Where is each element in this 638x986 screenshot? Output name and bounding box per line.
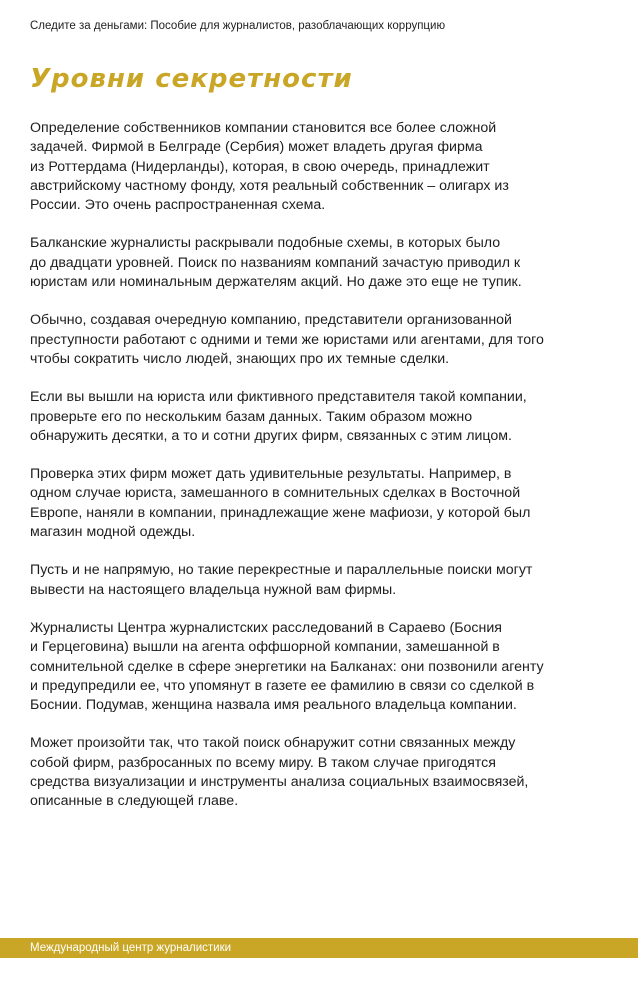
paragraph — [30, 561, 610, 600]
text-line: и предупредили ее, что упомянут в газете ее фамилию в связи со сделкой в — [30, 677, 535, 694]
text-line: сомнительной сделке в сфере энергетики на Балканах: они позвонили агенту — [30, 658, 544, 675]
text-line: Обычно, создавая очередную компанию, представители организованной — [30, 312, 512, 329]
text-line: задачей. Фирмой в Белграде (Сербия) может владеть другая фирма — [30, 139, 483, 156]
text-line: Балканские журналисты раскрывали подобные схемы, в которых было — [30, 235, 501, 252]
text-line: собой фирм, разбросанных по всему миру. В таком случае пригодятся — [30, 754, 496, 771]
text-line: описанные в следующей главе. — [30, 793, 239, 810]
text-line: Европе, наняли в компании, принадлежащие жене мафиози, у которой был — [30, 504, 531, 521]
text-line: Проверка этих фирм может дать удивительные результаты. Например, в — [30, 466, 512, 483]
text-line: чтобы сократить число людей, знающих про их темные сделки. — [30, 350, 450, 367]
body-content — [30, 119, 610, 831]
text-line: Журналисты Центра журналистских расследований в Сараево (Босния — [30, 619, 502, 636]
text-line: преступности работают с одними и теми же юристами или агентами, для того — [30, 331, 544, 348]
text-line: Боснии. Подумав, женщина назвала имя реального владельца компании. — [30, 697, 517, 714]
text-line: юристам или номинальным держателям акций. Но даже это еще не тупик. — [30, 274, 522, 291]
paragraph — [30, 619, 610, 715]
text-line: австрийскому частному фонду, хотя реальный собственник – олигарх из — [30, 177, 509, 194]
paragraph — [30, 734, 610, 811]
paragraph — [30, 311, 610, 369]
text-line: Определение собственников компании становится все более сложной — [30, 120, 497, 136]
text-line: одном случае юриста, замешанного в сомнительных сделках в Восточной — [30, 485, 521, 502]
text-line: Пусть и не напрямую, но такие перекрестные и параллельные поиски могут — [30, 562, 533, 579]
text-line: до двадцати уровней. Поиск по названиям компаний зачастую приводил к — [30, 254, 521, 271]
text-line: России. Это очень распространенная схема. — [30, 197, 326, 214]
text-line: средства визуализации и инструменты анализа социальных взаимосвязей, — [30, 774, 529, 791]
footer-text: Международный центр журналистики — [30, 942, 232, 954]
text-line: магазин модной одежды. — [30, 524, 196, 541]
running-header: Следите за деньгами: Пособие для журналистов, разоблачающих коррупцию — [30, 20, 446, 32]
text-line: обнаружить десятки, а то и сотни других фирм, связанных с этим лицом. — [30, 427, 512, 444]
text-line: проверьте его по нескольким базам данных. Таким образом можно — [30, 408, 473, 425]
text-line: вывести на настоящего владельца нужной вам фирмы. — [30, 581, 397, 598]
footer-bar — [0, 938, 638, 958]
paragraph — [30, 388, 610, 446]
paragraph — [30, 234, 610, 292]
text-line: из Роттердама (Нидерланды), которая, в свою очередь, принадлежит — [30, 158, 490, 175]
paragraph — [30, 465, 610, 542]
text-line: и Герцеговина) вышли на агента оффшорной компании, замешанной в — [30, 639, 500, 656]
section-title: Уровни секретности — [30, 64, 353, 94]
text-line: Может произойти так, что такой поиск обнаружит сотни связанных между — [30, 735, 516, 752]
paragraph — [30, 119, 610, 215]
text-line: Если вы вышли на юриста или фиктивного представителя такой компании, — [30, 389, 527, 406]
